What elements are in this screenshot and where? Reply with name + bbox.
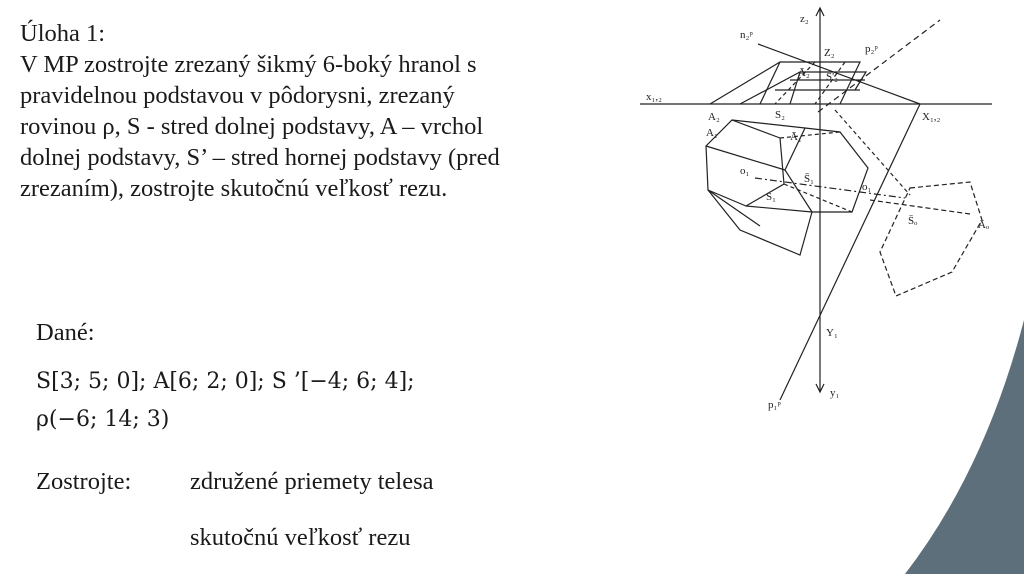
construct-item-2: skutočnú veľkosť rezu [190, 524, 411, 551]
label-n2: n₂ᵖ [740, 29, 753, 41]
label-z2: z₂ [800, 13, 809, 25]
task-line-1: V MP zostrojte zrezaný šikmý 6-boký hranol s [20, 51, 477, 78]
task-text [20, 18, 620, 204]
label-A1: A₁ [706, 127, 718, 139]
task-line-4: dolnej podstavy, S’ – stred hornej podstavy (pred [20, 144, 500, 171]
projection-drawing [640, 0, 1020, 420]
section-true-size [880, 182, 982, 296]
label-p2: p₂ᵖ [865, 43, 878, 55]
label-A2: A₂ [708, 111, 720, 123]
label-S1bar: S̄₁ [804, 173, 814, 185]
construct-label: Zostrojte: [36, 468, 132, 495]
label-A2bar: Ā₂ [798, 67, 810, 79]
trace-n2 [758, 44, 920, 104]
given-coordinates: S[3; 5; 0]; A[6; 2; 0]; S ’[−4; 6; 4]; [36, 369, 415, 394]
label-So: S̄ₒ [908, 215, 918, 227]
label-S1: S₁ [766, 191, 776, 203]
trace-p2 [818, 20, 940, 112]
given-label: Dané: [36, 319, 95, 346]
construct-item-1: združené priemety telesa [190, 468, 434, 495]
given-section [36, 318, 415, 435]
label-y1: y₁ [830, 387, 840, 399]
label-p1: p₁ᵖ [768, 399, 781, 411]
label-x12: x₁,₂ [646, 91, 662, 103]
label-S2prime: S'₂ [826, 71, 838, 83]
label-o1-left: o₁ [740, 165, 750, 177]
label-Ao: Āₒ [978, 219, 990, 231]
label-A1bar: Ā₁ [790, 131, 802, 143]
label-Z2: Z₂ [824, 47, 835, 59]
given-plane: ρ(−6; 14; 3) [36, 407, 170, 432]
task-line-2: pravidelnou podstavou v pôdorysni, zrezaný [20, 82, 455, 109]
label-S2: S₂ [775, 109, 785, 121]
label-o1-right: o₁ [862, 181, 872, 193]
label-Y1: Y₁ [826, 327, 838, 339]
label-X12: X₁,₂ [922, 111, 941, 123]
task-line-5: zrezaním), zostrojte skutočnú veľkosť rezu. [20, 175, 448, 202]
task-line-3: rovinou ρ, S - stred dolnej podstavy, A – vrchol [20, 113, 484, 140]
task-title: Úloha 1: [20, 20, 106, 47]
